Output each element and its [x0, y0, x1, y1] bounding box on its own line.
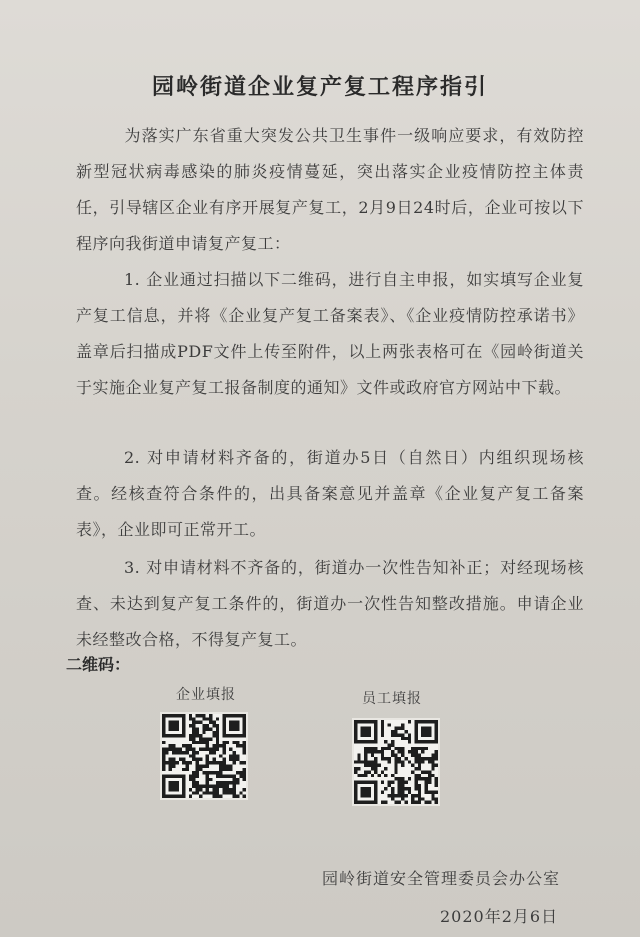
company-qr-label: 企业填报	[176, 687, 236, 703]
staff-qr-label: 员工填报	[362, 691, 422, 707]
staff-qr-code-icon[interactable]	[352, 718, 440, 806]
procedure-item-text: 2. 对申请材料齐备的，街道办5日（自然日）内组织现场核查。经核查符合条件的，出具备案意见并盖章《企业复产复工备案表》，企业即可正常开工。	[76, 448, 584, 539]
procedure-item-text: 1. 企业通过扫描以下二维码，进行自主申报，如实填写企业复产复工信息，并将《企业复产复工备案表》、《企业疫情防控承诺书》盖章后扫描成PDF文件上传至附件，以上两张表格可在《园岭街道关于实施企业复产复工报备制度的通知》文件或政府官方网站中下载。	[76, 270, 584, 397]
procedure-item-3	[76, 550, 584, 658]
issue-date: 2020年2月6日	[440, 907, 559, 926]
company-qr-code-icon[interactable]	[160, 712, 248, 800]
procedure-item-2	[76, 440, 584, 548]
qr-pattern	[162, 714, 246, 798]
procedure-item-text: 3. 对申请材料不齐备的，街道办一次性告知补正；对经现场核查、未达到复产复工条件的，街道办一次性告知整改措施。申请企业未经整改合格，不得复产复工。	[76, 558, 584, 649]
qr-pattern	[354, 720, 438, 804]
intro-paragraph	[76, 118, 584, 262]
document-title: 园岭街道企业复产复工程序指引	[151, 75, 488, 100]
issuer-signature: 园岭街道安全管理委员会办公室	[322, 869, 561, 888]
procedure-item-1	[76, 262, 584, 406]
qr-heading: 二维码：	[66, 655, 131, 674]
intro-text: 为落实广东省重大突发公共卫生事件一级响应要求，有效防控新型冠状病毒感染的肺炎疫情蔓延，突出落实企业疫情防控主体责任，引导辖区企业有序开展复产复工，2月9日24时后，企业可按以下程序向我街道申请复产复工：	[76, 126, 584, 253]
